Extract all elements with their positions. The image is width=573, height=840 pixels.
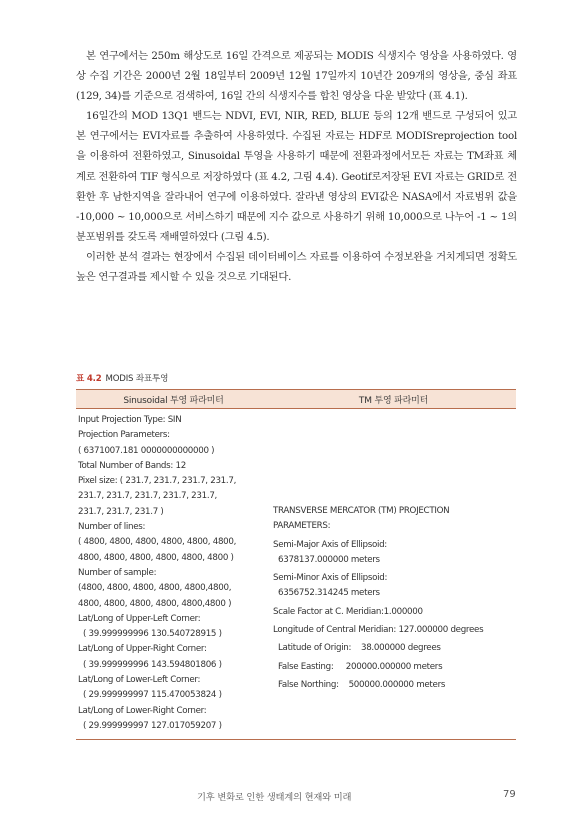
param-line: 231.7, 231.7, 231.7, 231.7, 231.7, [78, 491, 218, 502]
param-line: Pixel size: ( 231.7, 231.7, 231.7, 231.7, [78, 476, 237, 487]
param-line: ( 6371007.181 0000000000000 ) [78, 445, 215, 456]
paragraph-1: 본 연구에서는 250m 해상도로 16일 간격으로 제공되는 MODIS 식생지수 영상을 사용하였다. 영상 수집 기간은 2000년 2월 18일부터 2009년 12월 17일까지 10년간 209개의 영상을, 중심 좌표 (129, 34)를 기준으로 검색하여, 16일 간의 식생지수를 합친 영상을 다운 받았다 (표 4.1). [76, 50, 518, 103]
param-line: False Easting: 200000.000000 meters [278, 661, 443, 672]
param-line: Total Number of Bands: 12 [78, 460, 186, 471]
param-line: 4800, 4800, 4800, 4800, 4800,4800 ) [78, 598, 232, 609]
param-line: 6356752.314245 meters [278, 588, 380, 599]
param-line: ( 29.999999997 127.017059207 ) [83, 720, 222, 731]
param-line: Latitude of Origin: 38.000000 degrees [278, 643, 441, 654]
paragraph-2: 16일간의 MOD 13Q1 밴드는 NDVI, EVI, NIR, RED, BLUE 등의 12개 밴드로 구성되어 있고 본 연구에서는 EVI자료를 추출하여 사용하였다. 수집된 자료는 HDF로 MODISreprojection tool을 이용하여 전환하였고, Sinusoidal 투영을 사용하기 때문에 전환과정에서모든 자료는 TM좌표 체계로 전환하여 TIF 형식으로 저장하였다 (표 4.2, 그림 4.4). Geotif로저장된 EVI 자료는 GRID로 전환한 후 남한지역을 잘라내어 연구에 이용하였다. 잘라낸 영상의 EVI값은 NASA에서 자료범위 값을 -10,000 ~ 10,000으로 서비스하기 때문에 지수 값으로 사용하기 위해 10,000으로 나누어 -1 ~ 1의 분포범위를 갖도록 재배열하였다 (그림 4.5). [76, 110, 517, 243]
param-line: Lat/Long of Lower-Left Corner: [78, 675, 201, 686]
header-tm: TM 투영 파라미터 [358, 395, 429, 406]
param-line: 231.7, 231.7, 231.7 ) [78, 506, 164, 517]
param-line: (4800, 4800, 4800, 4800, 4800,4800, [78, 583, 232, 594]
param-line: Lat/Long of Lower-Right Corner: [78, 705, 207, 716]
param-line: Longitude of Central Meridian: 127.000000 degrees [273, 625, 484, 636]
param-line: ( 4800, 4800, 4800, 4800, 4800, 4800, [78, 537, 237, 548]
param-line: Semi-Major Axis of Ellipsoid: [273, 539, 387, 550]
projection-table [76, 389, 516, 740]
param-line: Lat/Long of Upper-Right Corner: [78, 644, 207, 655]
param-line: Number of sample: [78, 567, 157, 578]
header-sinusoidal: Sinusoidal 투영 파라미터 [123, 395, 224, 406]
param-line: ( 29.999999997 115.470053824 ) [83, 690, 222, 701]
table-caption [76, 372, 168, 384]
param-line: 6378137.000000 meters [278, 554, 380, 565]
param-line: Number of lines: [78, 522, 146, 533]
table-number: 표 4.2 [76, 374, 102, 384]
body-text [76, 46, 517, 287]
param-line: ( 39.999999996 130.540728915 ) [83, 629, 222, 640]
param-line: False Northing: 500000.000000 meters [278, 679, 446, 690]
paragraph-3: 이러한 분석 결과는 현장에서 수집된 데이터베이스 자료를 이용하여 수정보완을 거치게되면 정확도 높은 연구결과를 제시할 수 있을 것으로 기대된다. [76, 250, 517, 284]
param-line: Input Projection Type: SIN [78, 415, 182, 425]
page-number: 79 [503, 789, 516, 800]
param-line: 4800, 4800, 4800, 4800, 4800, 4800 ) [78, 552, 234, 563]
param-line: Lat/Long of Upper-Left Corner: [78, 613, 201, 624]
param-line: Semi-Minor Axis of Ellipsoid: [273, 573, 388, 584]
table-title: MODIS 좌표투영 [105, 374, 169, 384]
param-line: Scale Factor at C. Meridian:1.000000 [273, 606, 423, 617]
table-body-row [76, 409, 516, 740]
param-line: PARAMETERS: [273, 521, 331, 532]
sinusoidal-parameters [76, 409, 271, 739]
tm-parameters [271, 409, 516, 739]
param-line: ( 39.999999996 143.594801806 ) [83, 659, 222, 670]
running-title: 기후 변화로 인한 생태계의 현재와 미래 [197, 792, 352, 803]
param-line: Projection Parameters: [78, 430, 170, 441]
table-header-row [76, 389, 516, 409]
param-line: TRANSVERSE MERCATOR (TM) PROJECTION [273, 506, 450, 516]
